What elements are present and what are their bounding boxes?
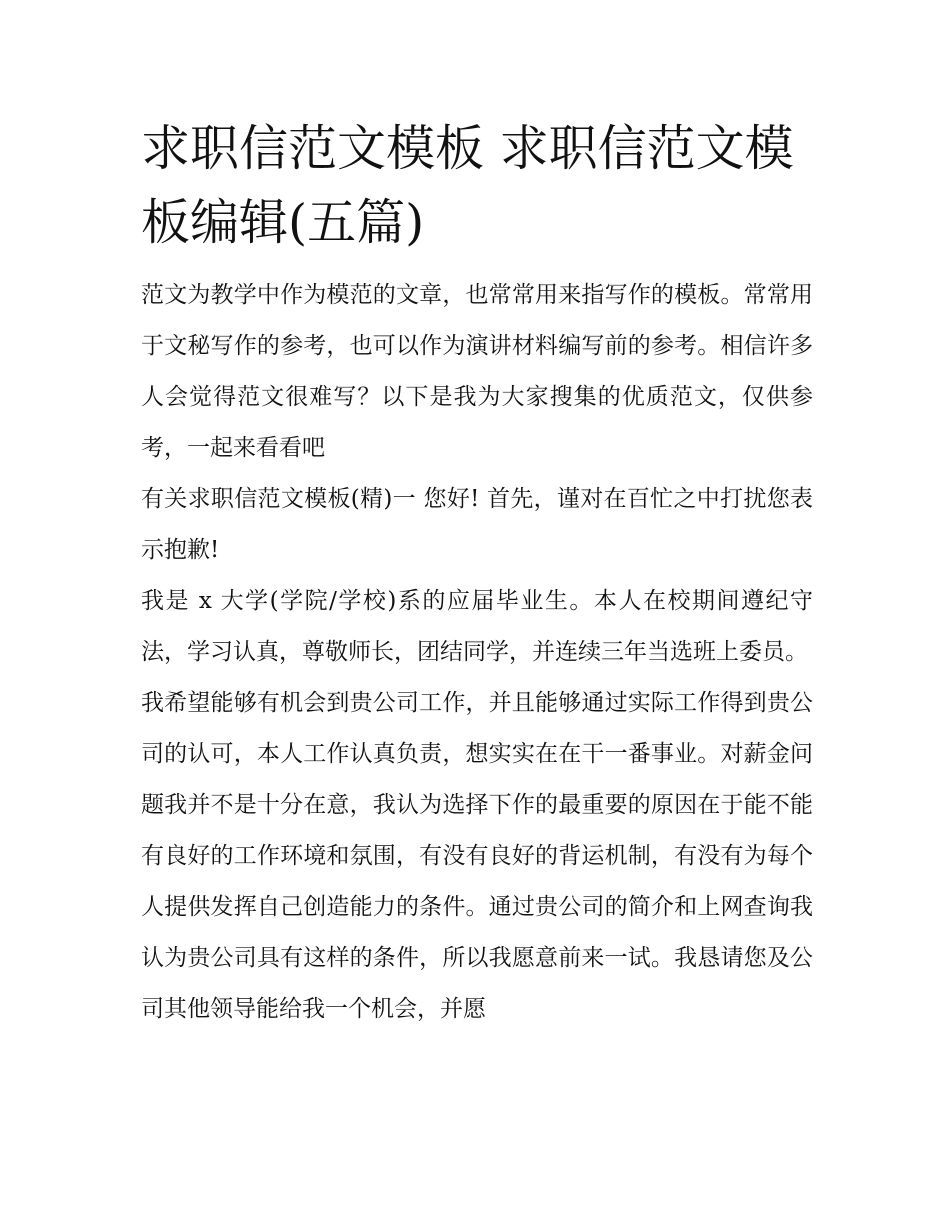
greeting-paragraph: 有关求职信范文模板(精)一 您好! 首先，谨对在百忙之中打扰您表示抱歉! [141, 486, 813, 563]
document-page [141, 112, 813, 1035]
intro-paragraph: 范文为教学中作为模范的文章，也常常用来指写作的模板。常常用于文秘写作的参考，也可以作为演讲材料编写前的参考。相信许多人会觉得范文很难写？以下是我为大家搜集的优质范文，仅供参考，一起来看看吧 [141, 282, 813, 461]
document-title: 求职信范文模板 求职信范文模板编辑(五篇) [141, 120, 794, 251]
motivation-paragraph: 我希望能够有机会到贵公司工作，并且能够通过实际工作得到贵公司的认可，本人工作认真负责，想实实在在干一番事业。对薪金问题我并不是十分在意，我认为选择下作的最重要的原因在于能不能有良好的工作环境和氛围，有没有良好的背运机制，有没有为每个人提供发挥自己创造能力的条件。通过贵公司的简介和上网查询我认为贵公司具有这样的条件，所以我愿意前来一试。我恳请您及公司其他领导能给我一个机会，并愿 [141, 690, 813, 1022]
self-intro-paragraph: 我是 x 大学(学院/学校)系的应届毕业生。本人在校期间遵纪守法，学习认真，尊敬师长，团结同学，并连续三年当选班上委员。 [141, 588, 813, 665]
